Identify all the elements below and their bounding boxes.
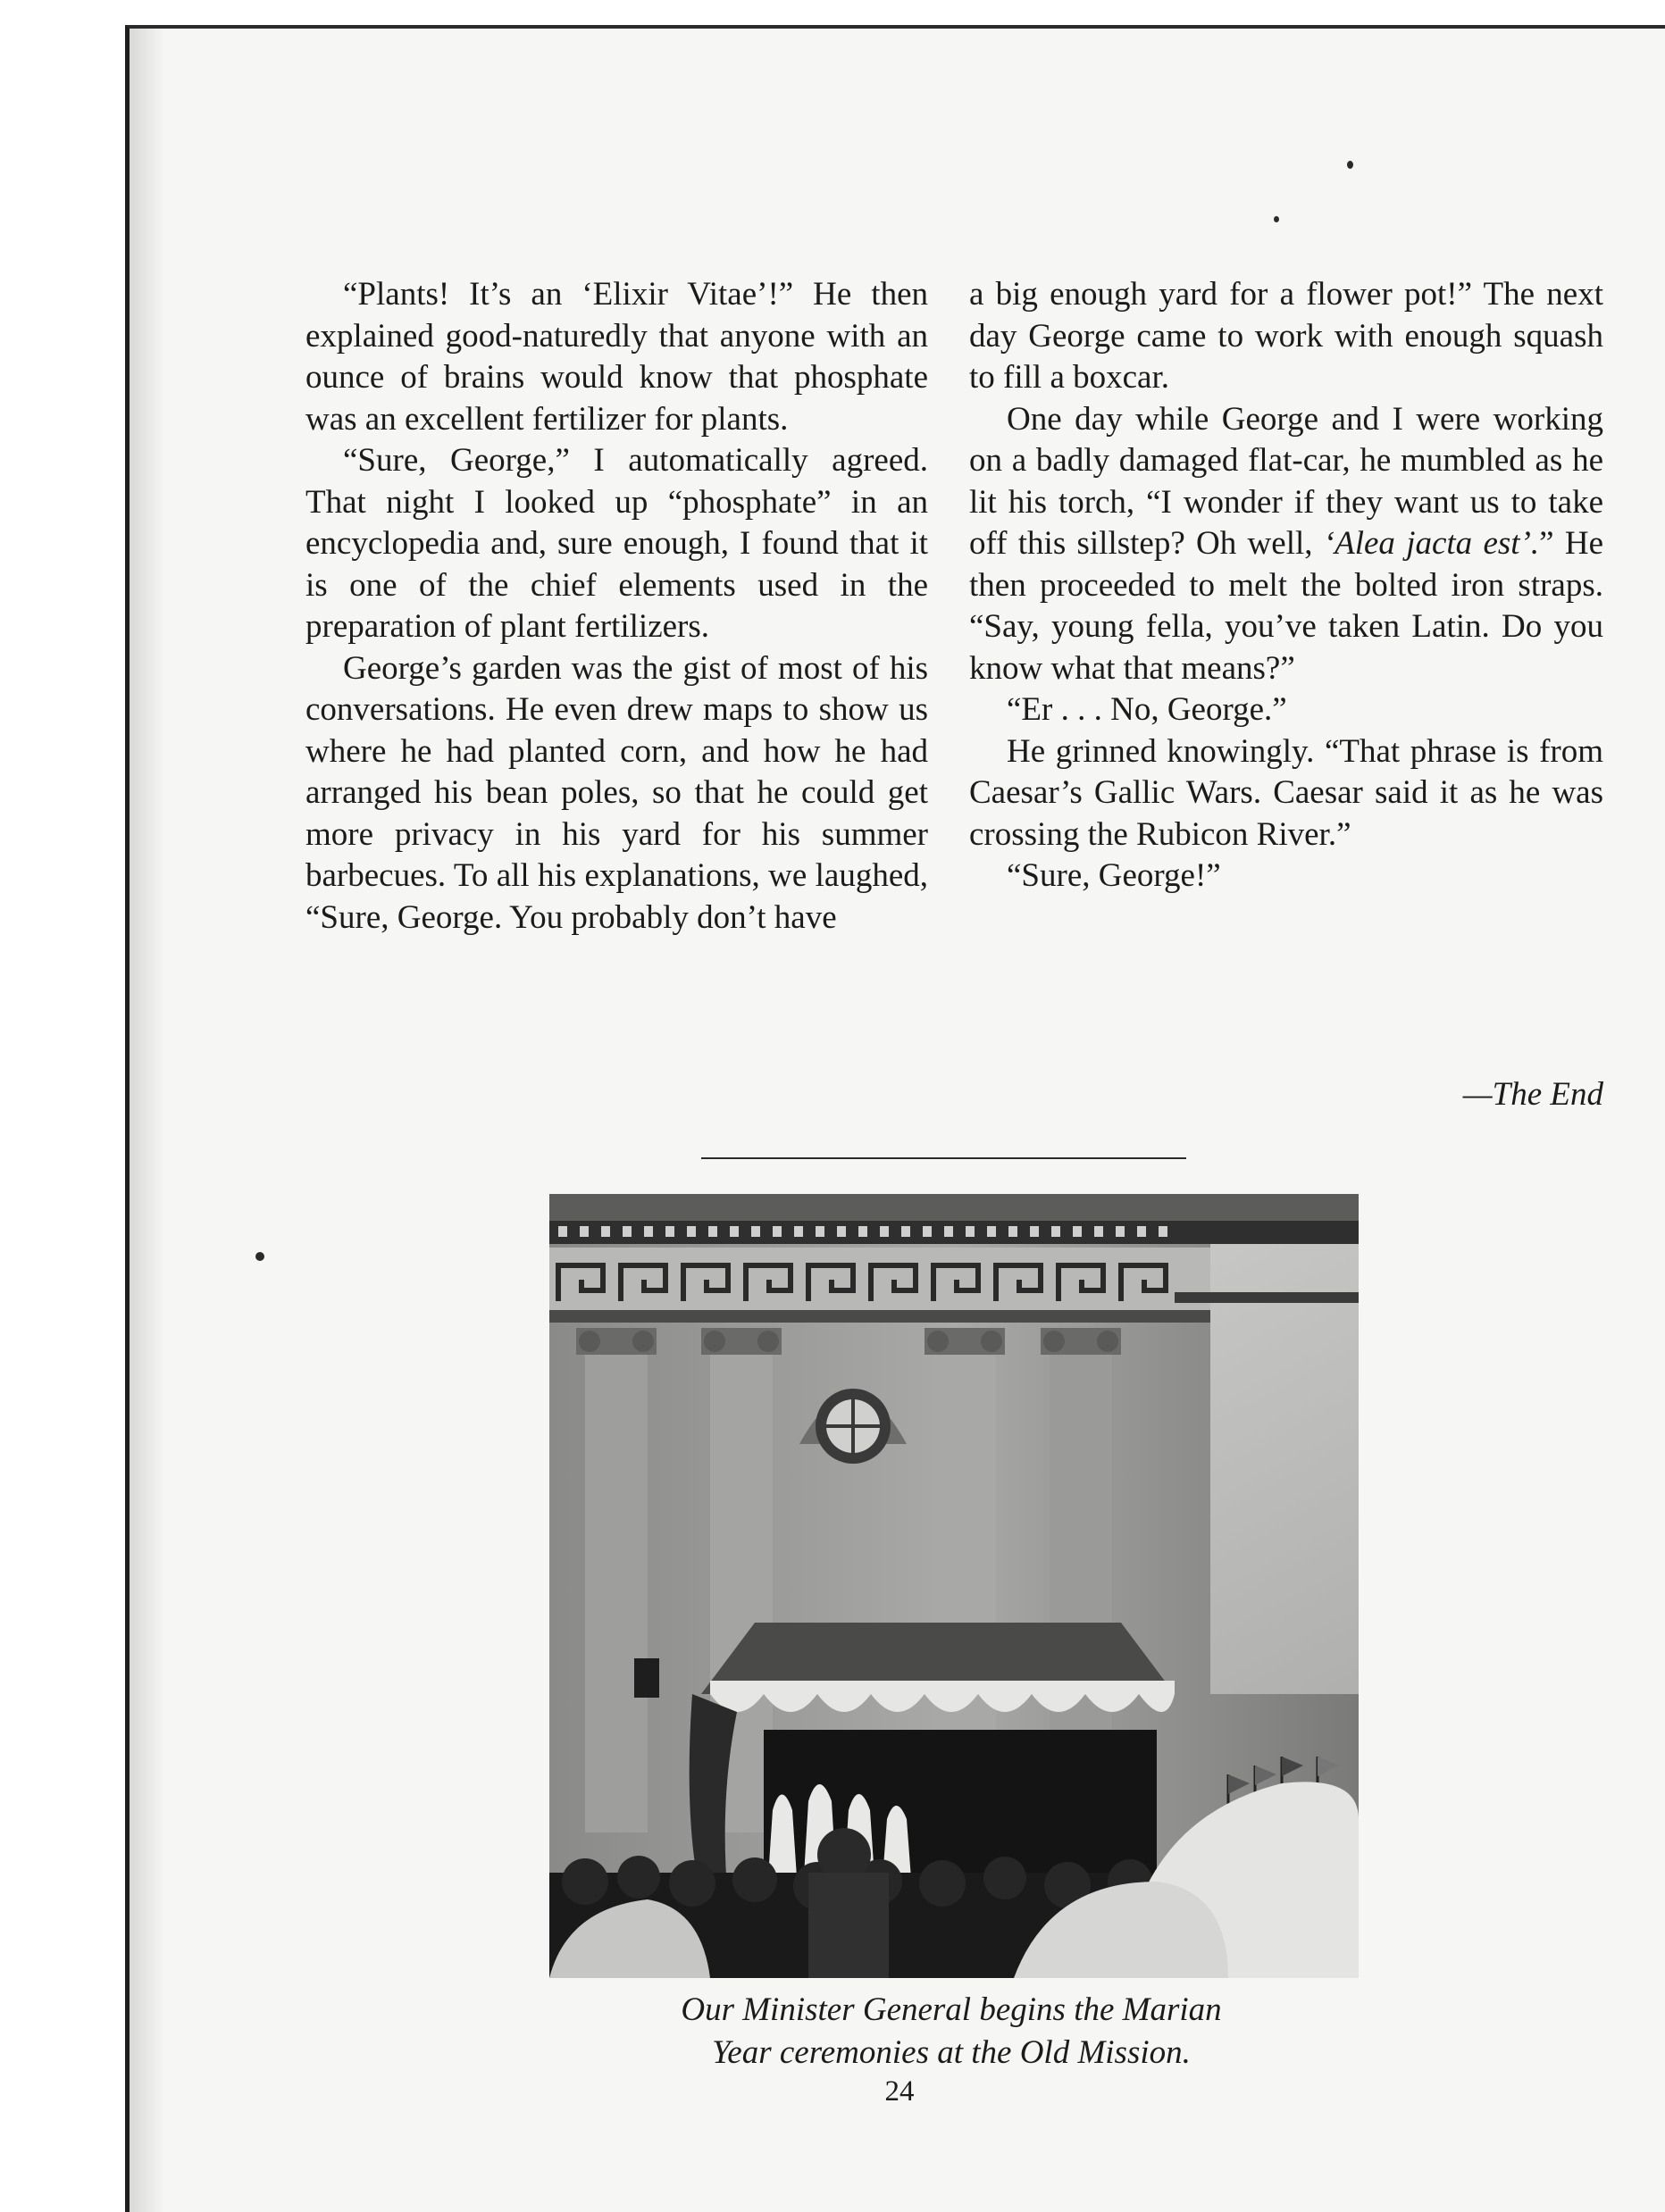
paragraph: “Sure, George!” xyxy=(1007,857,1221,894)
magazine-page xyxy=(125,25,1665,2212)
paragraph: a big enough yard for a flower pot!” The next day George came to work with enough squash to fill a boxcar. xyxy=(969,276,1603,396)
caption-line: Our Minister General begins the Marian xyxy=(681,1991,1222,2028)
dust-speck xyxy=(1347,161,1353,169)
paragraph xyxy=(969,399,1603,690)
paragraph: He grinned knowingly. “That phrase is from Caesar’s Gallic Wars. Caesar said it as he was crossing the Rubicon River.” xyxy=(969,732,1603,853)
spine-shadow xyxy=(130,29,165,2212)
paragraph-text: One day while George and I were working on a badly damaged flat-car, he mumbled as he lit his torch, “I wonder if they want us to take off this sillstep? Oh well, xyxy=(969,400,1603,562)
left-text-column xyxy=(305,274,928,939)
paragraph: George’s garden was the gist of most of his conversations. He even drew maps to show us where he had planted corn, and how he had arranged his bean poles, so that he could get more privacy in his yard for his summer barbecues. To all his explanations, we laughed, “Sure, George. You probably don’t have xyxy=(305,649,928,936)
paragraph: “Sure, George,” I automatically agreed. That night I looked up “phosphate” in an encyclopedia and, sure enough, I found that it is one of the chief elements used in the preparation of plant fertilizers. xyxy=(305,442,928,645)
photograph-old-mission-ceremony xyxy=(549,1194,1359,1978)
paragraph: “Plants! It’s an ‘Elixir Vitae’!” He then explained good-naturedly that anyone with an ounce of brains would know that phosphate was an excellent fertilizer for plants. xyxy=(305,276,928,438)
section-divider xyxy=(701,1157,1186,1159)
caption-line: Year ceremonies at the Old Mission. xyxy=(712,2034,1191,2071)
latin-phrase: ‘Alea jacta est’. xyxy=(1323,525,1540,562)
photo-caption xyxy=(469,1989,1434,2074)
paragraph-text: ” He then proceeded to melt the bolted iron straps. “Say, young fella, you’ve taken Latin. Do you know what that means?” xyxy=(969,525,1604,687)
paragraph: “Er . . . No, George.” xyxy=(1007,691,1287,728)
photo-illustration xyxy=(549,1194,1359,1978)
right-text-column xyxy=(969,274,1603,897)
page-number: 24 xyxy=(884,2075,915,2108)
dust-speck xyxy=(1274,216,1279,222)
the-end-signoff: —The End xyxy=(1462,1076,1603,1113)
dust-speck xyxy=(255,1252,264,1261)
